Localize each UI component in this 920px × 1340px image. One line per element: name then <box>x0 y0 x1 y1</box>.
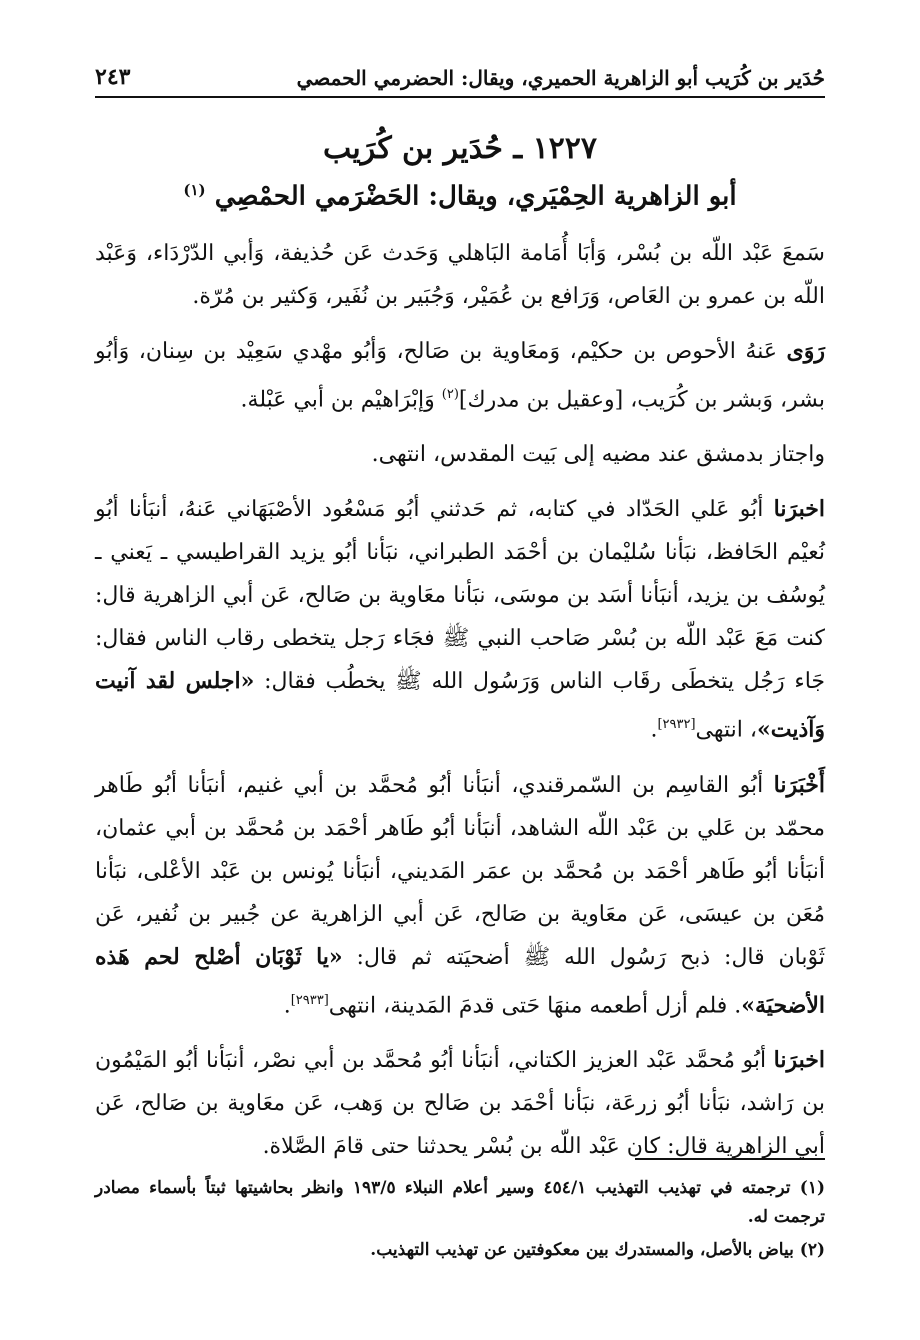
paragraph-text: سَمعَ عَبْد اللّه بن بُسْر، وَأبَا أُمَامة البَاهلي وَحَدث عَن حُذيفة، وَأبي الدّرْدَاء، وَعَبْد اللّه بن عمرو بن العَاص، وَرَافع بن عُمَيْر، وَجُبَير بن نُفَير، وَكثير بن مُرّة. <box>95 241 825 309</box>
footnote-divider <box>635 1158 825 1160</box>
hadith-number: [٢٩٣٢] <box>657 717 696 733</box>
paragraph-end: . <box>283 992 291 1018</box>
paragraph-text: أبُو مُحمَّد عَبْد العزيز الكتاني، أنبَأنا أبُو مُحمَّد بن أبي نصْر، أنبَأنا أبُو المَيْمُون بن رَاشد، نبَأنا أبُو زرعَة، نبَأنا أحْمَد بن صَالح بن وَهب، عَن معَاوية بن صَالح، عَن أبي الزاهرية قال: كان عَبْد اللّه بن بُسْر يحدثنا حتى قامَ الصَّلاة. <box>95 1047 825 1159</box>
paragraph-tail: وَإبْرَاهيْم بن أبي عَبْلة. <box>240 387 442 413</box>
paragraph-text: عَنهُ الأحوص بن حكيْم، وَمعَاوية بن صَالح، وَأبُو مهْدي سَعِيْد بن سِنان، وَأبُو بشر، وَبشر بن كُرَيب، [وعقيل بن مدرك] <box>95 339 825 413</box>
page-number: ٢٤٣ <box>95 64 131 90</box>
paragraph-lead: اخبرَنا <box>773 1046 825 1073</box>
hadith-number: [٢٩٣٣] <box>290 992 329 1008</box>
footnote-1: (١) ترجمته في تهذيب التهذيب ٤٥٤/١ وسير أعلام النبلاء ١٩٣/٥ وانظر بحاشيتها ثبتاً بأسماء مصادر ترجمت له. <box>95 1178 825 1227</box>
paragraph-ijtaz <box>95 433 825 476</box>
paragraph-tail: . فلم أزل أطعمه منهَا حَتى قدمَ المَدينة، انتهى <box>328 992 742 1018</box>
paragraph-sami <box>95 232 825 318</box>
paragraph-rawa <box>95 330 825 421</box>
paragraph-hadith-1 <box>95 488 825 751</box>
footnote-ref-1: (١) <box>183 181 206 199</box>
paragraph-text: أبُو القاسِم بن السّمرقندي، أنبَأنا أبُو مُحمَّد بن أبي غنيم، أنبَأنا أبُو طَاهر محمّد بن عَلي بن عَبْد اللّه الشاهد، أنبَأنا أبُو طَاهر أحْمَد بن مُحمَّد بن أبي عثمان، أنبَأنا أبُو طَاهر أحْمَد بن مُحمَّد بن عمَر المَديني، أنبَأنا يُونس بن عَبْد الأعْلى، نبَأنا مُعَن بن عيسَى، عَن معَاوية بن صَالح، عَن أبي الزاهرية عن جُبير بن نُفير، عَن ثَوْبان قال: ذبح رَسُول الله ﷺ أضحيَته ثم قال: <box>95 772 825 970</box>
page-header <box>95 60 825 98</box>
paragraph-lead: رَوَى <box>786 338 825 364</box>
paragraph-tail: ، انتهى <box>695 717 757 743</box>
paragraph-hadith-2 <box>95 764 825 1027</box>
paragraph-text: واجتاز بدمشق عند مضيه إلى بَيت المقدس، انتهى. <box>371 442 825 468</box>
running-title: حُدَير بن كُرَيب أبو الزاهرية الحميري، ويقال: الحضرمي الحمصي <box>296 66 825 90</box>
entry-subtitle <box>95 170 825 217</box>
entry-title-block <box>95 128 825 217</box>
paragraph-hadith-3 <box>95 1039 825 1168</box>
paragraph-lead: اخبرَنا <box>773 496 825 523</box>
paragraph-end: . <box>650 717 658 743</box>
footnote-2: (٢) بياض بالأصل، والمستدرك بين معكوفتين عن تهذيب التهذيب. <box>370 1240 825 1260</box>
paragraph-lead: أَخْبَرَنا <box>773 771 825 798</box>
footnote-ref-2: (٢) <box>441 387 459 402</box>
footnotes <box>95 1158 825 1269</box>
entry-subtitle-text: أبو الزاهرية الحِمْيَري، ويقال: الحَضْرَمي الحمْصِي <box>214 181 737 212</box>
entry-number-title: ١٢٢٧ ـ حُدَير بن كُرَيب <box>322 131 598 166</box>
hadith-quote: «يا ثَوْبَان أصْلح لحم هَذه الأضحيَة» <box>95 943 825 1018</box>
paragraph-text: أبُو عَلي الحَدّاد في كتابه، ثم حَدثني أبُو مَسْعُود الأصْبَهَاني عَنهُ، أنبَأنا أبُو نُعيْم الحَافظ، نبَأنا سُليْمان بن أحْمَد الطبراني، نبَأنا أبُو يزيد القراطيسي ـ يَعني ـ يُوسُف بن يزيد، أنبَأنا أسَد بن موسَى، نبَأنا معَاوية بن صَالح، عَن أبي الزاهرية قال: كنت مَعَ عَبْد اللّه بن بُسْر صَاحب النبي ﷺ فجَاء رَجل يتخطى رقاب الناس فقال: جَاء رَجُل يتخطَى رقَاب الناس وَرَسُول الله ﷺ يخطُب فقال: <box>95 497 825 695</box>
main-text <box>95 232 825 1180</box>
hadith-quote: «اجلس لقد آنيت وَآذيت» <box>95 668 825 743</box>
